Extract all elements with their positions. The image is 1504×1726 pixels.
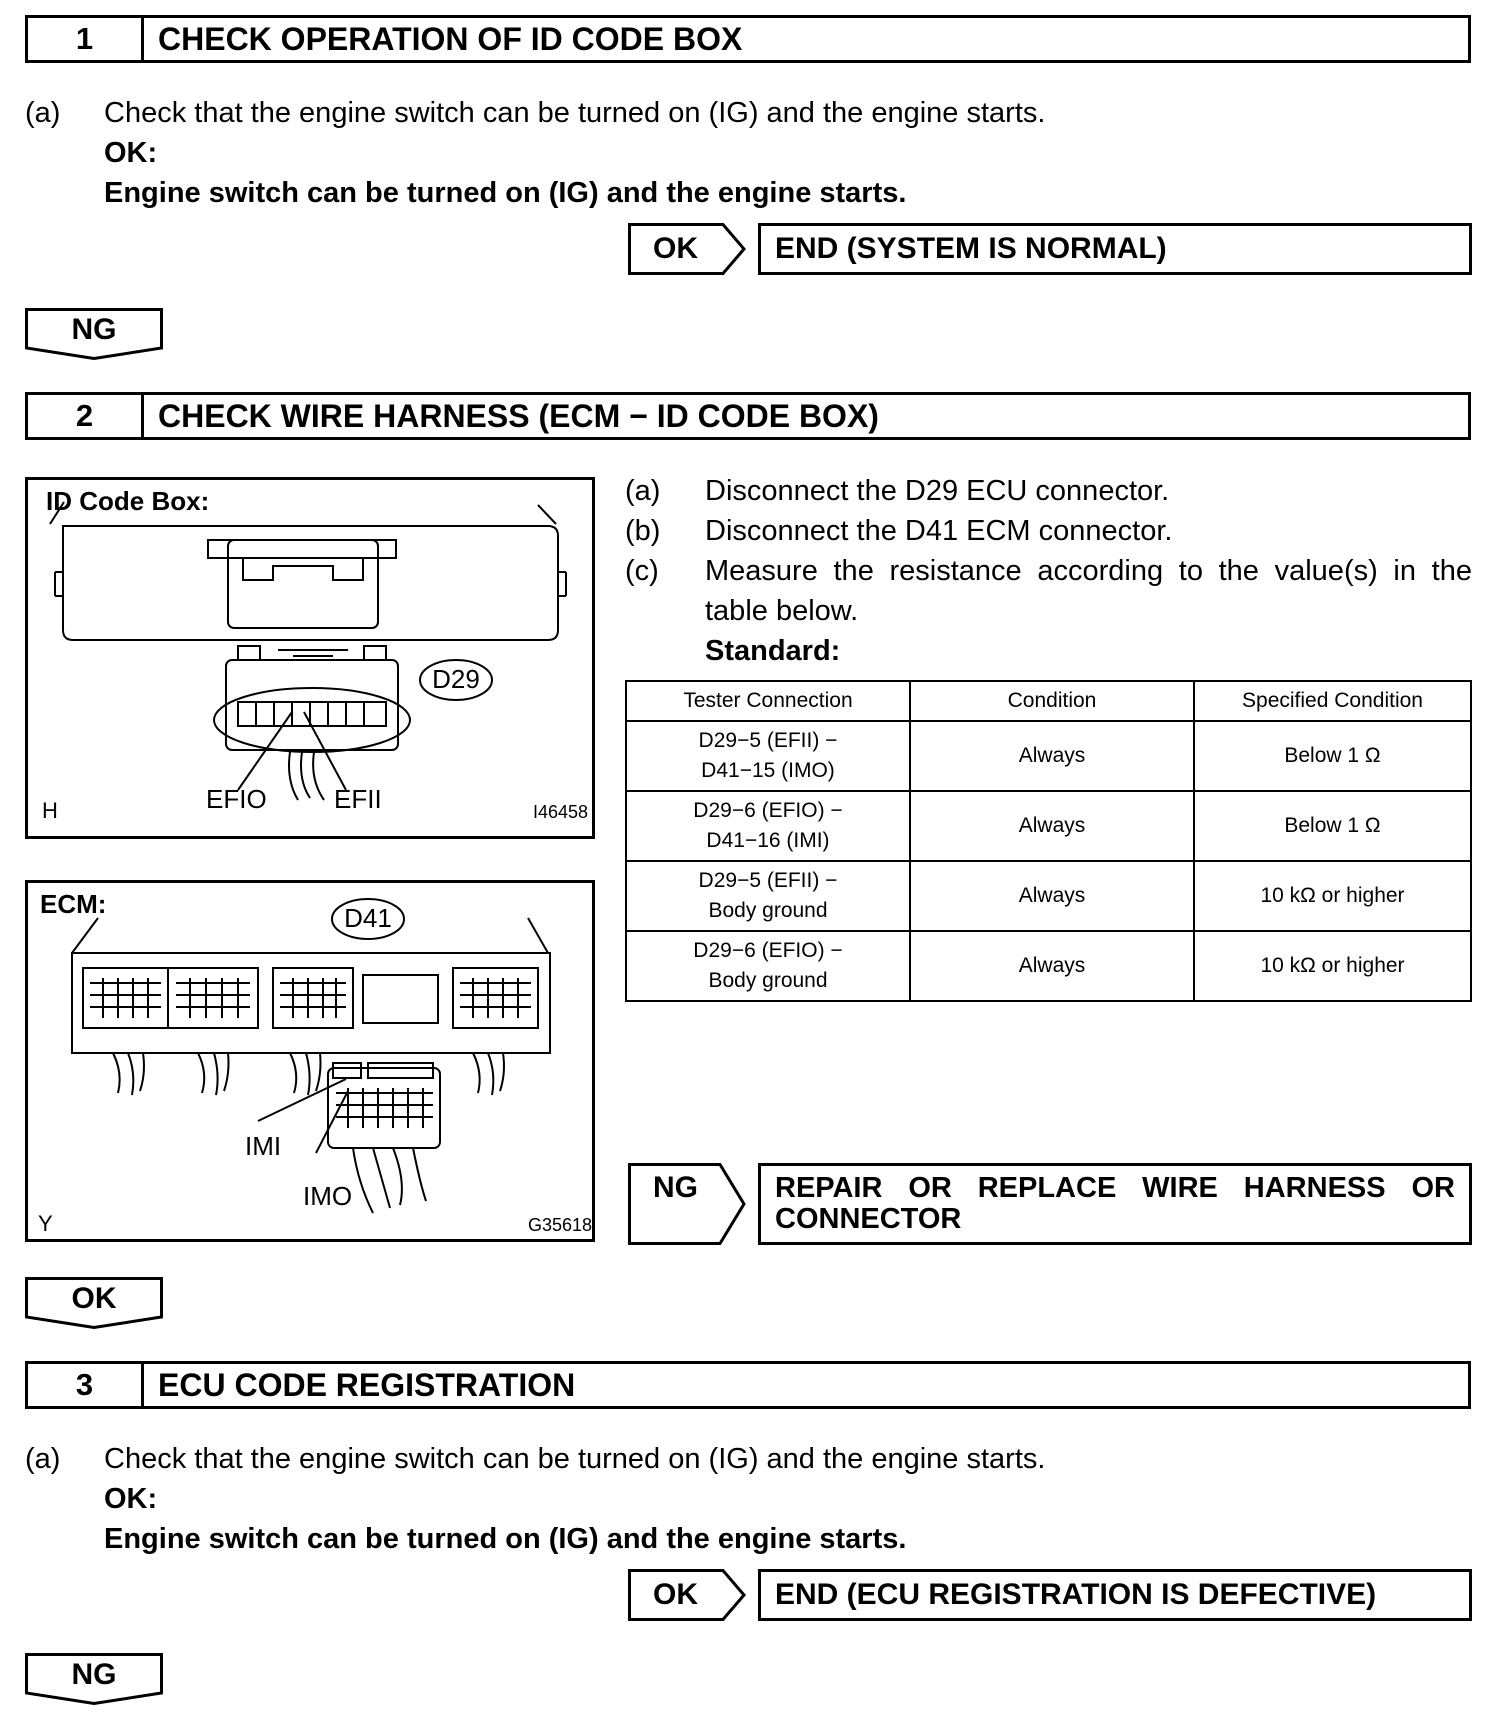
table-header-condition: Condition [910, 681, 1194, 721]
step2-item-a-marker: (a) [625, 475, 661, 507]
figure1-pin-right: EFII [334, 784, 382, 814]
table-cell-connection [626, 791, 910, 861]
connection-line-1: D29−6 (EFIO) − [693, 939, 843, 962]
figure2-pin-upper: IMI [245, 1131, 282, 1161]
connection-line-1: D29−5 (EFII) − [698, 729, 838, 752]
step1-flow-tag [25, 308, 163, 360]
step3-header [25, 1361, 1471, 1409]
step2-standard-label: Standard: [705, 635, 841, 667]
step1-result-tag [628, 223, 746, 275]
step2-item-c-text-2: table below. [705, 595, 859, 627]
table-cell-condition: Always [910, 791, 1194, 861]
table-header-connection: Tester Connection [626, 681, 910, 721]
table-cell-specified: 10 kΩ or higher [1194, 931, 1471, 1001]
step1-ok-text: Engine switch can be turned on (IG) and the engine starts. [104, 177, 907, 209]
table-cell-connection [626, 931, 910, 1001]
connection-line-2: Body ground [708, 899, 828, 922]
figure1-corner: H [42, 798, 58, 823]
table-cell-condition: Always [910, 861, 1194, 931]
step3-flow-tag-label: NG [71, 1658, 117, 1691]
step3-result [628, 1569, 1472, 1621]
figure1-pin-left: EFIO [206, 784, 267, 814]
step1-result-box: END (SYSTEM IS NORMAL) [758, 223, 1472, 275]
figure2-pin-lower: IMO [303, 1181, 353, 1211]
step1-item-text: Check that the engine switch can be turned on (IG) and the engine starts. [104, 97, 1046, 129]
step2-title: CHECK WIRE HARNESS (ECM − ID CODE BOX) [158, 397, 879, 434]
table-row [626, 791, 1471, 861]
step2-item-b-text: Disconnect the D41 ECM connector. [705, 515, 1173, 547]
step2-result-line-2: CONNECTOR [775, 1203, 962, 1235]
figure2-title: ECM: [40, 889, 107, 919]
table-header-specified: Specified Condition [1194, 681, 1471, 721]
step2-result [628, 1163, 1472, 1245]
step2-header [25, 392, 1471, 440]
table-row [626, 931, 1471, 1001]
step2-item-c-marker: (c) [625, 555, 659, 587]
figure-ecm [25, 880, 595, 1242]
figure2-code: G35618 [528, 1215, 593, 1235]
step2-number: 2 [28, 395, 144, 437]
table-row [626, 721, 1471, 791]
resistance-spec-table [625, 680, 1472, 1002]
step3-result-box: END (ECU REGISTRATION IS DEFECTIVE) [758, 1569, 1472, 1621]
figure1-connector-label: D29 [432, 664, 480, 694]
step1-header [25, 15, 1471, 63]
table-cell-condition: Always [910, 931, 1194, 1001]
step2-result-tag [628, 1163, 746, 1245]
step1-ok-label: OK: [104, 137, 158, 169]
table-header-row [626, 681, 1471, 721]
step2-result-box [758, 1163, 1472, 1245]
figure1-title: ID Code Box: [46, 486, 210, 516]
figure2-corner: Y [38, 1211, 53, 1236]
step3-item-text: Check that the engine switch can be turned on (IG) and the engine starts. [104, 1443, 1046, 1475]
step3-number: 3 [28, 1364, 144, 1406]
id-code-box-drawing [28, 480, 592, 836]
step2-result-line-1: REPAIR OR REPLACE WIRE HARNESS OR [775, 1172, 1455, 1204]
step3-item-marker: (a) [25, 1443, 61, 1475]
step1-title: CHECK OPERATION OF ID CODE BOX [158, 20, 743, 57]
connection-line-2: Body ground [708, 969, 828, 992]
step2-result-tag-label: NG [653, 1171, 698, 1204]
connection-line-1: D29−6 (EFIO) − [693, 799, 843, 822]
table-row [626, 861, 1471, 931]
step1-result [628, 223, 1472, 275]
step1-result-tag-label: OK [653, 232, 698, 265]
step2-flow-tag [25, 1277, 163, 1329]
step3-title: ECU CODE REGISTRATION [158, 1366, 576, 1403]
table-cell-specified: Below 1 Ω [1194, 721, 1471, 791]
figure1-code: I46458 [533, 802, 589, 822]
table-cell-specified: 10 kΩ or higher [1194, 861, 1471, 931]
step2-item-a-text: Disconnect the D29 ECU connector. [705, 475, 1170, 507]
step1-item-marker: (a) [25, 97, 61, 129]
connection-line-2: D41−15 (IMO) [701, 759, 835, 782]
step3-ok-label: OK: [104, 1483, 158, 1515]
step2-flow-tag-label: OK [71, 1282, 117, 1315]
step3-ok-text: Engine switch can be turned on (IG) and the engine starts. [104, 1523, 907, 1555]
step1-flow-tag-label: NG [71, 313, 117, 346]
step1-number: 1 [28, 18, 144, 60]
step3-result-tag-label: OK [653, 1578, 698, 1611]
table-cell-connection [626, 721, 910, 791]
table-cell-specified: Below 1 Ω [1194, 791, 1471, 861]
step3-result-tag [628, 1569, 746, 1621]
table-cell-condition: Always [910, 721, 1194, 791]
step2-item-b-marker: (b) [625, 515, 661, 547]
figure2-connector-label: D41 [344, 903, 392, 933]
table-cell-connection [626, 861, 910, 931]
step2-item-c-text: Measure the resistance according to the value(s) in the [705, 555, 1472, 587]
connection-line-2: D41−16 (IMI) [706, 829, 830, 852]
connection-line-1: D29−5 (EFII) − [698, 869, 838, 892]
figure-id-code-box [25, 477, 595, 839]
step3-flow-tag [25, 1653, 163, 1705]
